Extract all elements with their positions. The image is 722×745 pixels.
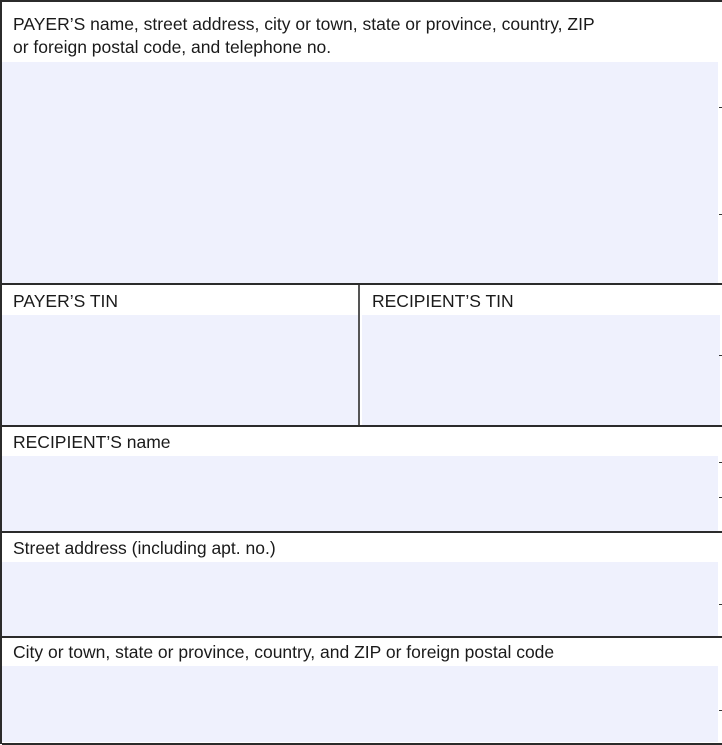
street-address-section <box>2 533 720 636</box>
recipient-name-field[interactable] <box>2 456 718 531</box>
tin-row <box>2 285 720 425</box>
recipient-tin-label: RECIPIENT’S TIN <box>372 291 514 311</box>
recipient-tin-field[interactable] <box>362 315 720 425</box>
recipient-name-label: RECIPIENT’S name <box>13 432 171 452</box>
payer-info-field[interactable] <box>2 62 718 284</box>
city-state-zip-section <box>2 638 720 744</box>
city-state-zip-field[interactable] <box>2 666 718 742</box>
recipient-name-section <box>2 427 720 531</box>
payer-info-label-line1: PAYER’S name, street address, city or town, state or province, country, ZIP <box>13 14 595 34</box>
tin-divider-line <box>358 285 360 425</box>
payer-info-section <box>2 2 720 285</box>
payer-info-label-line2: or foreign postal code, and telephone no. <box>13 37 332 57</box>
payer-tin-field[interactable] <box>2 315 358 425</box>
street-address-label: Street address (including apt. no.) <box>13 538 276 558</box>
city-state-zip-label: City or town, state or province, country, and ZIP or foreign postal code <box>13 642 555 662</box>
street-address-field[interactable] <box>2 562 718 636</box>
payer-tin-label: PAYER’S TIN <box>13 291 119 311</box>
